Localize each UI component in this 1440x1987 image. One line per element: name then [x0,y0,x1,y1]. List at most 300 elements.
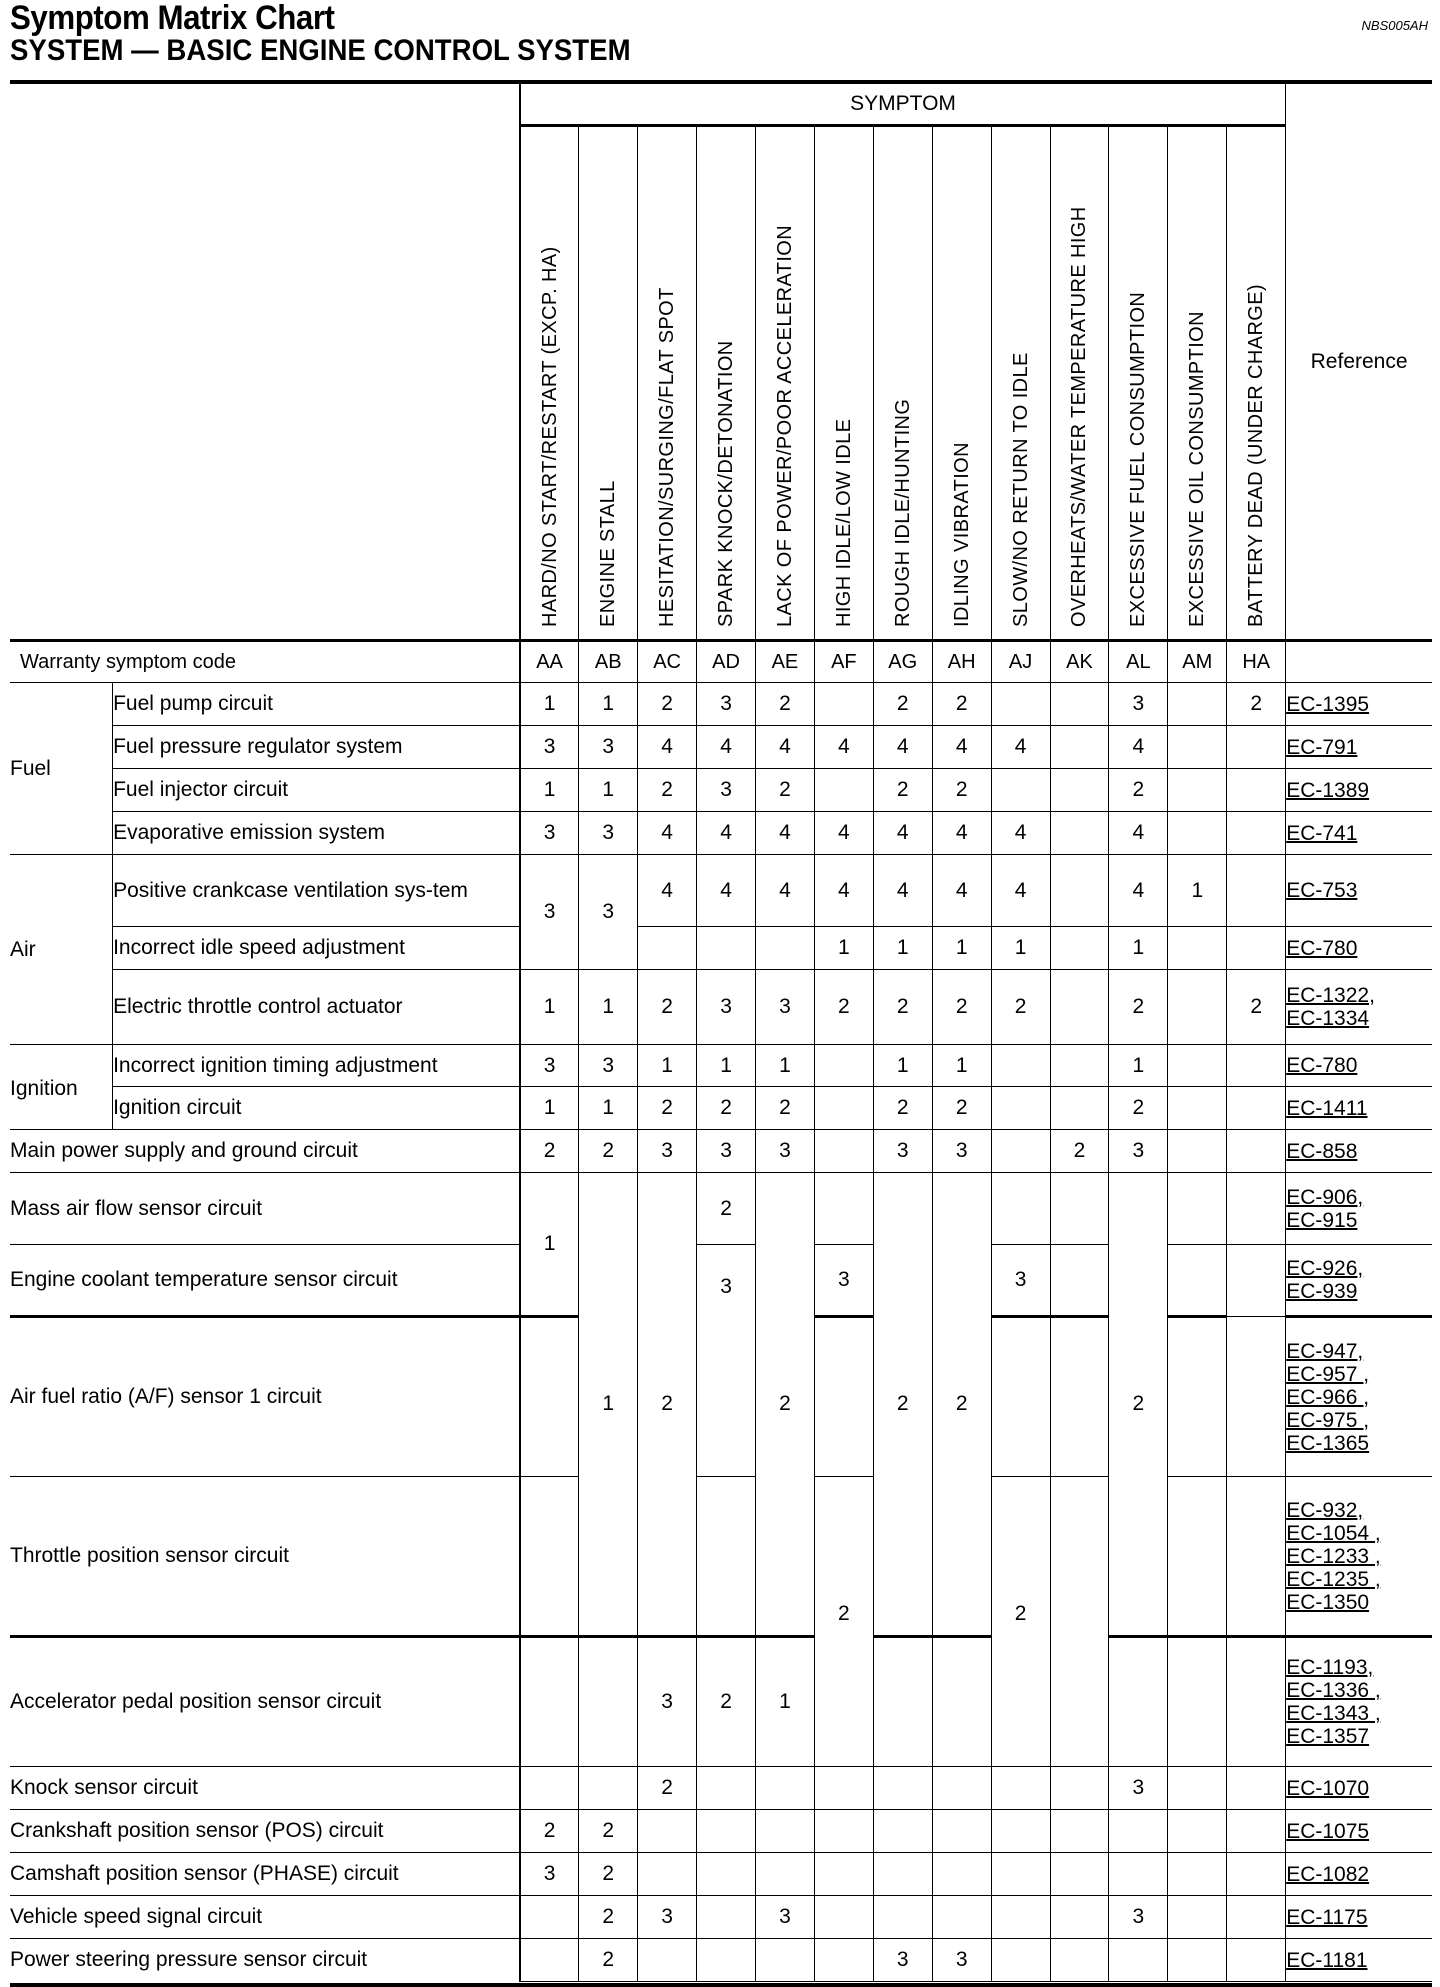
symptom-header-ab: ENGINE STALL [579,126,638,641]
cell [1109,1810,1168,1853]
symptom-header-al: EXCESSIVE FUEL CONSUMPTION [1109,126,1168,641]
cell [814,683,873,726]
symptom-header-ad: SPARK KNOCK/DETONATION [697,126,756,641]
cell: 1 [1168,855,1227,927]
cell: 4 [932,855,991,927]
cell: 4 [1109,855,1168,927]
symptom-group-header: SYMPTOM [520,84,1286,126]
cell: 4 [873,726,932,769]
cell [991,1173,1050,1245]
code-ab: AB [579,641,638,683]
cell [579,1637,638,1767]
reference-link[interactable]: EC-1395 [1286,692,1370,716]
cell: 3 [579,855,638,970]
cell [991,683,1050,726]
cell [814,1087,873,1130]
reference-link[interactable]: EC-753 [1286,879,1358,902]
cell: 2 [579,1130,638,1173]
cell [1050,1939,1109,1982]
cell [638,1853,697,1896]
table-row [10,683,1432,726]
cell: 3 [579,726,638,769]
code-ag: AG [873,641,932,683]
cell [1050,1896,1109,1939]
table-row [10,970,1432,1045]
cell: 1 [579,1087,638,1130]
cell [1168,683,1227,726]
cell [1168,1173,1227,1245]
table-row [10,1896,1432,1939]
reference-link[interactable]: EC-780 [1286,936,1358,960]
cell [755,1810,814,1853]
cell [1227,1317,1286,1477]
cell [1050,1173,1109,1245]
reference-link[interactable]: EC-906, [1286,1185,1364,1209]
row-item: Incorrect idle speed adjustment [113,927,520,970]
cell [1227,1896,1286,1939]
cell [991,1896,1050,1939]
cell: 4 [755,855,814,927]
cell [1050,726,1109,769]
cell [1168,1245,1227,1317]
cell: 1 [579,683,638,726]
row-item: Accelerator pedal position sensor circuit [10,1637,520,1767]
cell [1227,927,1286,970]
cell: 4 [991,855,1050,927]
reference-link[interactable]: EC-939 [1286,1280,1358,1303]
cell [520,1767,579,1810]
table-row [10,1045,1432,1087]
cell: 3 [932,1130,991,1173]
cell: 1 [579,1173,638,1637]
cell [697,1853,756,1896]
cell: 2 [755,769,814,812]
code-ae: AE [755,641,814,683]
reference-link[interactable]: EC-1357 [1286,1725,1370,1748]
cell: 4 [873,855,932,927]
cell [814,1896,873,1939]
cell: 2 [873,769,932,812]
code-ha: HA [1227,641,1286,683]
cell [814,1045,873,1087]
cell [814,1853,873,1896]
table-row [10,1245,1432,1317]
cell: 2 [638,769,697,812]
cell: 3 [579,1045,638,1087]
cell [1168,1767,1227,1810]
cell: 1 [520,683,579,726]
cell [638,1939,697,1982]
cell: 3 [638,1637,697,1767]
cell: 1 [814,927,873,970]
cell: 3 [814,1245,873,1317]
reference-link[interactable]: EC-780 [1286,1054,1358,1077]
cell: 4 [814,726,873,769]
table-row [10,1173,1432,1245]
cell: 2 [1109,769,1168,812]
cell: 2 [755,1087,814,1130]
cell: 4 [697,812,756,855]
cell [814,769,873,812]
cell [1227,1810,1286,1853]
table-row [10,726,1432,769]
cell [1168,1853,1227,1896]
reference-cell [1286,1173,1432,1245]
row-item: Fuel injector circuit [113,769,520,812]
cell [814,1173,873,1245]
cell: 3 [1109,1767,1168,1810]
cell: 2 [520,1810,579,1853]
cell [873,1637,932,1767]
cell: 2 [638,1173,697,1637]
cell [697,1810,756,1853]
cell [1227,1637,1286,1767]
reference-link[interactable]: EC-947, [1286,1339,1364,1363]
document-code: NBS005AH [1361,18,1428,33]
row-item: Evaporative emission system [113,812,520,855]
table-row [10,769,1432,812]
symptom-header-aa: HARD/NO START/RESTART (EXCP. HA) [520,126,579,641]
cell [1168,726,1227,769]
cell [697,1896,756,1939]
cell: 3 [520,855,579,970]
table-row [10,927,1432,970]
cell: 2 [1050,1130,1109,1173]
cell [755,1853,814,1896]
cell [1168,1317,1227,1477]
reference-link[interactable]: EC-1054 , [1286,1521,1381,1545]
cell: 4 [873,812,932,855]
cell [1050,855,1109,927]
reference-cell [1286,1637,1432,1767]
reference-cell [1286,812,1432,855]
cell: 3 [1109,683,1168,726]
cell [814,1767,873,1810]
cell: 1 [755,1637,814,1767]
reference-link[interactable]: EC-1365 [1286,1431,1370,1455]
cell: 1 [932,1045,991,1087]
cell: 2 [579,1810,638,1853]
cell [873,1896,932,1939]
table-row [10,1637,1432,1767]
cell: 4 [697,726,756,769]
cell [579,1767,638,1810]
cell [1109,1939,1168,1982]
cell: 2 [579,1853,638,1896]
reference-link[interactable]: EC-1343 , [1286,1702,1381,1725]
cell [1109,1853,1168,1896]
cell [520,1317,579,1477]
cell [1227,1173,1286,1245]
reference-link[interactable]: EC-1389 [1286,778,1370,802]
cell: 4 [638,855,697,927]
cell: 2 [1109,1173,1168,1637]
cell [873,1853,932,1896]
cell [1050,1810,1109,1853]
cell: 4 [814,855,873,927]
cell: 3 [1109,1896,1168,1939]
cell: 2 [1227,970,1286,1045]
reference-cell [1286,1045,1432,1087]
cell [1168,1896,1227,1939]
cell: 2 [1109,970,1168,1045]
cell [1050,769,1109,812]
cell [755,1939,814,1982]
table-row [10,1477,1432,1637]
code-ah: AH [932,641,991,683]
cell: 3 [520,1853,579,1896]
cell [520,1477,579,1637]
cell: 2 [873,970,932,1045]
reference-cell [1286,1477,1432,1637]
reference-link[interactable]: EC-1336 , [1286,1679,1381,1702]
reference-cell [1286,726,1432,769]
cell [1227,1245,1286,1317]
row-item: Mass air flow sensor circuit [10,1173,520,1245]
symptom-header-af: HIGH IDLE/LOW IDLE [814,126,873,641]
reference-link[interactable]: EC-975 , [1286,1408,1370,1432]
cell: 4 [991,812,1050,855]
cell: 2 [932,1173,991,1637]
cell [873,1810,932,1853]
cell: 4 [755,726,814,769]
cell [1168,1939,1227,1982]
cell [991,769,1050,812]
cell: 3 [697,1130,756,1173]
code-ad: AD [697,641,756,683]
cell: 1 [1109,927,1168,970]
cell: 3 [520,812,579,855]
cell: 3 [873,1130,932,1173]
symptom-header-ak: OVERHEATS/WATER TEMPERATURE HIGH [1050,126,1109,641]
cell [1050,970,1109,1045]
cell [873,1767,932,1810]
cell [1168,1810,1227,1853]
cell: 2 [697,1173,756,1245]
cell: 2 [991,970,1050,1045]
cell [814,1130,873,1173]
cell: 2 [873,1173,932,1637]
cell: 2 [1227,683,1286,726]
row-item: Camshaft position sensor (PHASE) circuit [10,1853,520,1896]
cell: 1 [520,1173,579,1317]
cell: 1 [991,927,1050,970]
cell: 4 [932,726,991,769]
reference-cell [1286,683,1432,726]
code-ref-blank [1286,641,1432,683]
cell: 3 [638,1130,697,1173]
reference-link[interactable]: EC-1175 [1286,1905,1368,1929]
cell: 4 [638,812,697,855]
cell [1168,970,1227,1045]
cell [1050,1087,1109,1130]
cell: 3 [873,1939,932,1982]
cell: 3 [991,1245,1050,1317]
reference-header: Reference [1286,84,1432,641]
symptom-header-am: EXCESSIVE OIL CONSUMPTION [1168,126,1227,641]
cell [638,1810,697,1853]
cell: 1 [697,1045,756,1087]
page-subtitle: SYSTEM — BASIC ENGINE CONTROL SYSTEM [10,34,631,67]
cell: 1 [520,769,579,812]
table-row [10,1130,1432,1173]
cell [1109,1637,1168,1767]
code-ac: AC [638,641,697,683]
cell [697,1477,756,1637]
reference-link[interactable]: EC-1350 [1286,1590,1370,1614]
cell [697,1767,756,1810]
cell: 4 [932,812,991,855]
reference-cell [1286,1130,1432,1173]
cell: 3 [932,1939,991,1982]
cell: 4 [638,726,697,769]
cell: 4 [991,726,1050,769]
cell [1227,855,1286,927]
reference-link[interactable]: EC-932, [1286,1498,1364,1522]
row-item: Incorrect ignition timing adjustment [113,1045,520,1087]
cell: 2 [638,970,697,1045]
cell [814,1317,873,1477]
cell: 3 [579,812,638,855]
cell: 1 [579,970,638,1045]
row-item: Positive crankcase ventilation sys-tem [113,855,520,927]
cell: 2 [932,769,991,812]
cell [991,1087,1050,1130]
reference-link[interactable]: EC-926, [1286,1257,1364,1280]
cell [932,1810,991,1853]
cell [1227,769,1286,812]
cell: 1 [873,1045,932,1087]
cell: 2 [814,1477,873,1767]
reference-link[interactable]: EC-957 , [1286,1362,1370,1386]
table-row [10,1767,1432,1810]
reference-link[interactable]: EC-915 [1286,1208,1358,1232]
reference-cell [1286,1245,1432,1317]
cell: 2 [814,970,873,1045]
cell: 1 [520,970,579,1045]
cell: 2 [638,1087,697,1130]
category-ignition: Ignition [10,1045,113,1130]
symptom-header-ac: HESITATION/SURGING/FLAT SPOT [638,126,697,641]
cell: 2 [638,1767,697,1810]
cell: 3 [697,970,756,1045]
symptom-matrix-table [10,84,1432,1982]
cell [1168,1045,1227,1087]
reference-link[interactable]: EC-1334 [1286,1007,1370,1030]
cell [755,927,814,970]
cell [1227,726,1286,769]
reference-cell [1286,1853,1432,1896]
cell [991,1317,1050,1477]
reference-link[interactable]: EC-1322, [1286,984,1375,1007]
code-am: AM [1168,641,1227,683]
cell [1168,1087,1227,1130]
cell [932,1853,991,1896]
warranty-code-label: Warranty symptom code [10,641,520,683]
cell [1050,1853,1109,1896]
reference-cell [1286,970,1432,1045]
reference-cell [1286,1939,1432,1982]
code-ak: AK [1050,641,1109,683]
reference-link[interactable]: EC-1233 , [1286,1544,1381,1568]
code-aa: AA [520,641,579,683]
cell [1050,1045,1109,1087]
cell: 1 [932,927,991,970]
reference-link[interactable]: EC-1082 [1286,1862,1370,1886]
reference-cell [1286,1087,1432,1130]
reference-cell [1286,855,1432,927]
cell [814,1939,873,1982]
cell [991,1130,1050,1173]
symptom-header-ah: IDLING VIBRATION [932,126,991,641]
code-aj: AJ [991,641,1050,683]
reference-cell [1286,1896,1432,1939]
cell [1050,812,1109,855]
reference-cell [1286,927,1432,970]
cell: 3 [697,1245,756,1477]
cell: 3 [755,1130,814,1173]
category-air: Air [10,855,113,1045]
reference-link[interactable]: EC-1411 [1286,1096,1368,1120]
row-item: Vehicle speed signal circuit [10,1896,520,1939]
cell [697,927,756,970]
cell [991,1810,1050,1853]
cell [1227,1045,1286,1087]
row-item: Air fuel ratio (A/F) sensor 1 circuit [10,1317,520,1477]
cell [1168,1130,1227,1173]
code-al: AL [1109,641,1168,683]
reference-link[interactable]: EC-1193, [1286,1656,1374,1679]
cell [1168,927,1227,970]
reference-cell [1286,1810,1432,1853]
reference-link[interactable]: EC-1075 [1286,1819,1370,1843]
reference-link[interactable]: EC-1181 [1286,1948,1368,1972]
cell: 1 [755,1045,814,1087]
cell [991,1045,1050,1087]
cell [520,1896,579,1939]
cell [1168,1477,1227,1637]
cell [814,1810,873,1853]
cell: 2 [755,1173,814,1637]
reference-link[interactable]: EC-966 , [1286,1385,1370,1409]
cell: 4 [1109,726,1168,769]
symptom-header-ae: LACK OF POWER/POOR ACCELERATION [755,126,814,641]
reference-link[interactable]: EC-1070 [1286,1776,1370,1800]
cell [991,1853,1050,1896]
table-row [10,1853,1432,1896]
cell: 3 [755,1896,814,1939]
reference-link[interactable]: EC-741 [1286,821,1358,845]
cell [1050,1317,1109,1477]
code-af: AF [814,641,873,683]
reference-link[interactable]: EC-791 [1286,735,1358,759]
row-item: Power steering pressure sensor circuit [10,1939,520,1982]
cell [520,1939,579,1982]
cell: 1 [1109,1045,1168,1087]
cell [1168,769,1227,812]
row-item: Electric throttle control actuator [113,970,520,1045]
reference-link[interactable]: EC-858 [1286,1139,1358,1163]
table-row [10,1087,1432,1130]
reference-link[interactable]: EC-1235 , [1286,1567,1381,1591]
cell: 2 [932,970,991,1045]
table-row [10,812,1432,855]
row-item: Main power supply and ground circuit [10,1130,520,1173]
cell [1227,1087,1286,1130]
cell: 1 [520,1087,579,1130]
cell [1227,1939,1286,1982]
cell [1168,1637,1227,1767]
